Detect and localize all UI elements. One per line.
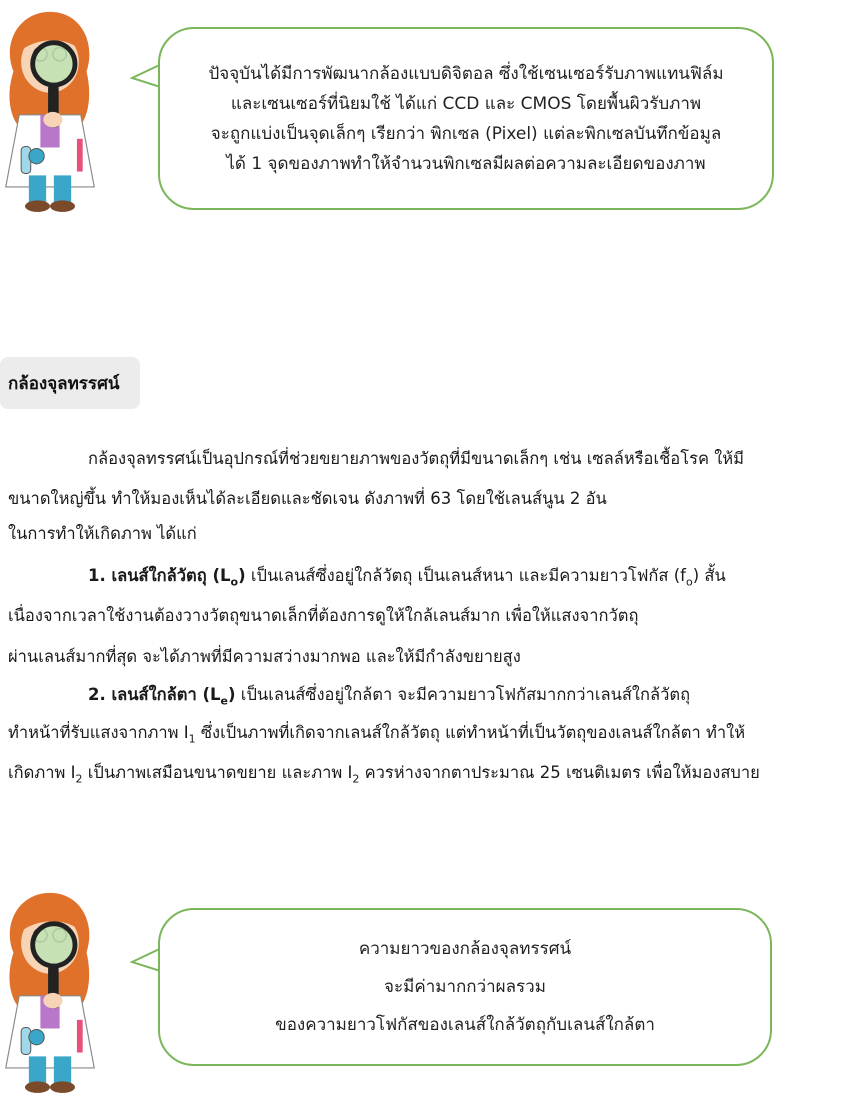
paragraph-line: กล้องจุลทรรศน์เป็นอุปกรณ์ที่ช่วยขยายภาพของวัตถุที่มีขนาดเล็กๆ เช่น เซลล์หรือเชื้อโรค ให้มี bbox=[88, 449, 745, 468]
list-item-objective-lens: 1. เลนส์ใกล้วัตถุ $(L_o)$ เป็นเลนส์ซึ่งอยู่ใกล้วัตถุ เป็นเลนส์หนา และมีความยาวโฟกัส $(f_o)$ สั้น bbox=[88, 566, 726, 589]
bubble-line: ความยาวของกล้องจุลทรรศน์ bbox=[358, 939, 572, 959]
bubble-line: ได้ 1 จุดของภาพทำให้จำนวนพิกเซลมีผลต่อความละเอียดของภาพ bbox=[226, 153, 706, 174]
paragraph-line: ผ่านเลนส์มากที่สุด จะได้ภาพที่มีความสว่างมากพอ และให้มีกำลังขยายสูง bbox=[8, 647, 521, 666]
speech-bubble-microscope-length bbox=[158, 908, 772, 1066]
heading-text: กล้องจุลทรรศน์ bbox=[8, 373, 120, 394]
bubble-line: และเซนเซอร์ที่นิยมใช้ ได้แก่ CCD และ CMOS โดยพื้นผิวรับภาพ bbox=[230, 93, 702, 114]
bubble-line: จะมีค่ามากกว่าผลรวม bbox=[384, 977, 546, 997]
list-item-eyepiece-lens: 2. เลนส์ใกล้ตา $(L_e)$ เป็นเลนส์ซึ่งอยู่ใกล้ตา จะมีความยาวโฟกัสมากกว่าเลนส์ใกล้วัตถุ bbox=[88, 685, 691, 708]
bubble-line: ปัจจุบันได้มีการพัฒนากล้องแบบดิจิตอล ซึ่งใช้เซนเซอร์รับภาพแทนฟิล์ม bbox=[208, 63, 724, 84]
paragraph-line: ในการทำให้เกิดภาพ ได้แก่ bbox=[8, 524, 197, 543]
scientist-girl-icon bbox=[0, 0, 100, 220]
scientist-girl-icon bbox=[0, 881, 100, 1101]
section-heading bbox=[0, 357, 140, 409]
paragraph-line: ขนาดใหญ่ขึ้น ทำให้มองเห็นได้ละเอียดและชัดเจน ดังภาพที่ 63 โดยใช้เลนส์นูน 2 อัน bbox=[8, 489, 607, 508]
paragraph-line: เกิดภาพ $I_2$ เป็นภาพเสมือนขนาดขยาย และภาพ $I_2$ ควรห่างจากตาประมาณ 25 เซนติเมตร เพื่อให้มองสบาย bbox=[8, 763, 760, 786]
bubble-line: ของความยาวโฟกัสของเลนส์ใกล้วัตถุกับเลนส์ใกล้ตา bbox=[275, 1015, 655, 1035]
speech-bubble-pixel-info bbox=[158, 27, 774, 210]
paragraph-line: ทำหน้าที่รับแสงจากภาพ $I_1$ ซึ่งเป็นภาพที่เกิดจากเลนส์ใกล้วัตถุ แต่ทำหน้าที่เป็นวัตถุของเลนส์ใกล้ตา ทำให้ bbox=[8, 723, 746, 746]
bubble-line: จะถูกแบ่งเป็นจุดเล็กๆ เรียกว่า พิกเซล (Pixel) แต่ละพิกเซลบันทึกข้อมูล bbox=[210, 123, 722, 144]
paragraph-line: เนื่องจากเวลาใช้งานต้องวางวัตถุขนาดเล็กที่ต้องการดูให้ใกล้เลนส์มาก เพื่อให้แสงจากวัตถุ bbox=[8, 606, 639, 625]
